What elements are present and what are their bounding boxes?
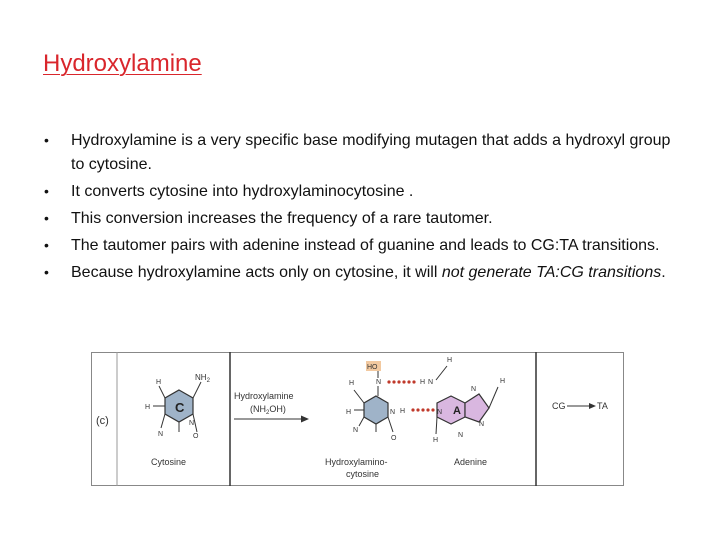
atom-label: O bbox=[391, 435, 397, 442]
atom-label: N bbox=[471, 386, 477, 393]
atom-label: N bbox=[158, 431, 164, 438]
adenine-ring-5 bbox=[465, 394, 489, 422]
atom-label: N bbox=[353, 427, 359, 434]
reagent-formula: $(NH_2OH)$ bbox=[250, 404, 286, 416]
bullet-text: This conversion increases the frequency of a rare tautomer. bbox=[71, 209, 493, 227]
ho-label: HO bbox=[367, 364, 378, 371]
atom-label: H bbox=[447, 357, 453, 364]
atom-label: H bbox=[420, 379, 426, 386]
bullet-italic-text: not generate TA:CG transitions bbox=[441, 263, 662, 281]
bullet-item bbox=[44, 261, 674, 285]
bullet-text: It converts cytosine into hydroxylaminocytosine . bbox=[71, 182, 414, 200]
atom-label: H bbox=[349, 380, 355, 387]
atom-label: N bbox=[189, 420, 195, 427]
adenine-structure bbox=[420, 357, 505, 467]
cytosine-ring-letter: C bbox=[175, 400, 185, 415]
atom-label: H bbox=[156, 379, 162, 386]
bullet-text: Because hydroxylamine acts only on cytosine, it will bbox=[71, 263, 442, 281]
bullet-item bbox=[44, 207, 674, 231]
atom-label: H bbox=[400, 408, 406, 415]
transition-to: TA bbox=[597, 401, 608, 411]
nh2-label: $NH_2$ bbox=[195, 373, 210, 384]
bullet-text: The tautomer pairs with adenine instead of guanine and leads to CG:TA transitions. bbox=[71, 236, 660, 254]
tautomer-figure bbox=[91, 352, 624, 486]
atom-label: N bbox=[376, 379, 382, 386]
bullet-item bbox=[44, 234, 674, 258]
atom-label: N bbox=[437, 409, 443, 416]
cytosine-label: Cytosine bbox=[151, 457, 187, 467]
bullet-item bbox=[44, 129, 674, 176]
bullet-text: . bbox=[661, 263, 666, 281]
product-label-line2: cytosine bbox=[346, 469, 380, 479]
atom-label: N bbox=[458, 432, 464, 439]
adenine-ring-letter: A bbox=[453, 405, 461, 417]
atom-label: O bbox=[193, 433, 199, 440]
atom-label: N bbox=[390, 409, 396, 416]
cytosine-structure bbox=[145, 373, 211, 467]
product-label-line1: Hydroxylamino- bbox=[325, 457, 388, 467]
bullet-list bbox=[44, 129, 674, 288]
reaction-arrow bbox=[234, 391, 309, 423]
bullet-item bbox=[44, 180, 674, 204]
slide-title: Hydroxylamine bbox=[43, 50, 202, 77]
adenine-label: Adenine bbox=[454, 457, 488, 467]
atom-label: N bbox=[479, 421, 485, 428]
reagent-name: Hydroxylamine bbox=[234, 391, 294, 401]
transition-from: CG bbox=[552, 401, 566, 411]
transition-label bbox=[552, 401, 608, 411]
atom-label: H bbox=[145, 404, 151, 411]
product-ring bbox=[364, 396, 388, 424]
panel-label: (c) bbox=[96, 415, 109, 427]
bullet-text: Hydroxylamine is a very specific base modifying mutagen that adds a hydroxyl group to cytosine. bbox=[71, 132, 671, 173]
atom-label: H bbox=[433, 437, 439, 444]
atom-label: H bbox=[500, 378, 506, 385]
hydroxylaminocytosine-structure bbox=[325, 361, 397, 479]
atom-label: N bbox=[428, 379, 434, 386]
atom-label: H bbox=[346, 409, 352, 416]
